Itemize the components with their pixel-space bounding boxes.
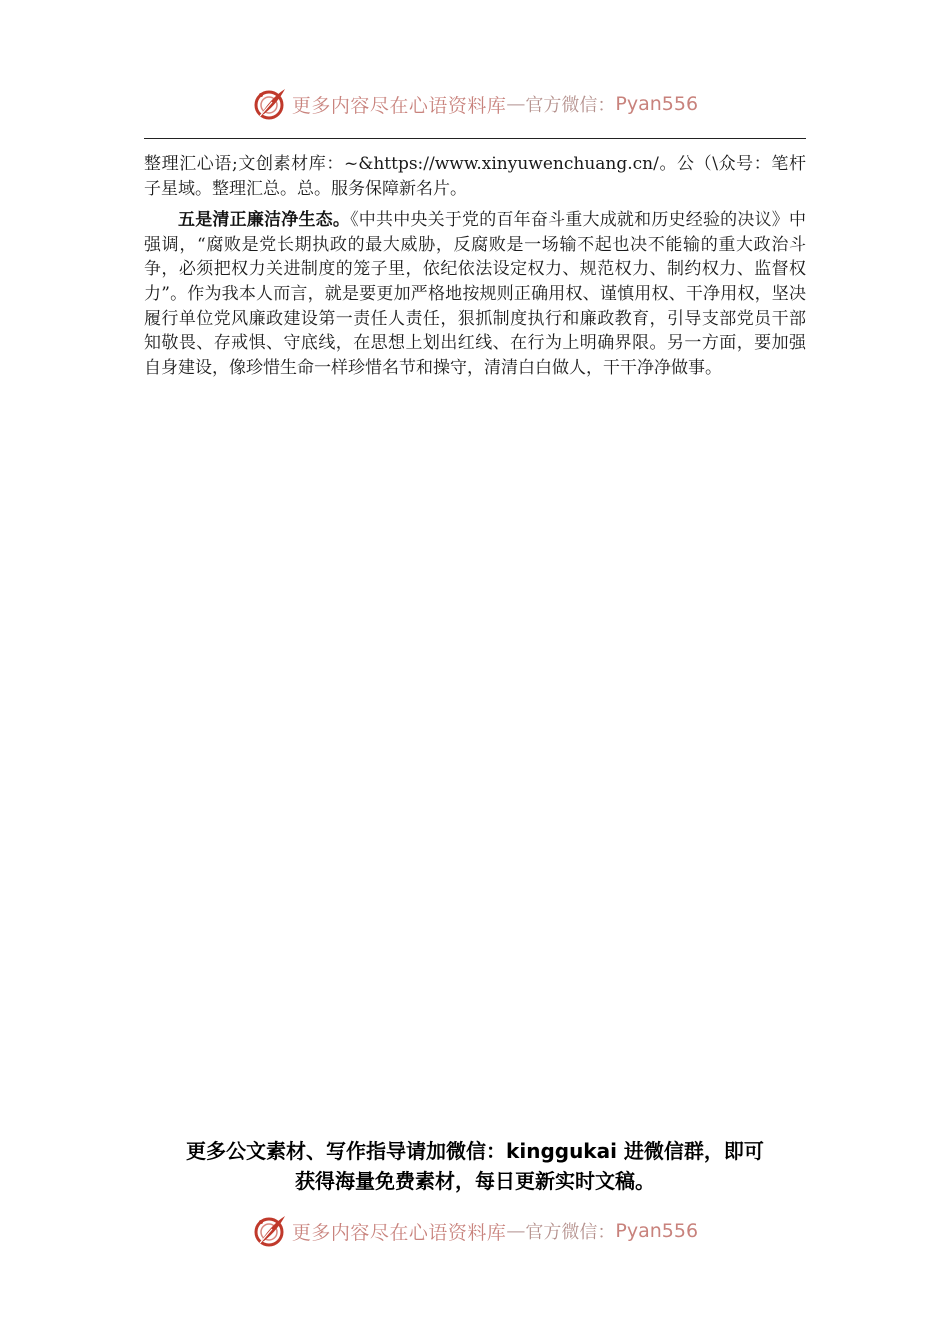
header-banner-inner [252,86,698,122]
footer-banner-inner [252,1213,698,1249]
paragraph-integrity-body: 《中共中央关于党的百年奋斗重大成就和历史经验的决议》中强调，“腐败是党长期执政的最大威胁，反腐败是一场输不起也决不能输的重大政治斗争，必须把权力关进制度的笼子里，依纪依法设定权力、规范权力、制约权力、监督权力”。作为我本人而言，就是要更加严格地按规则正确用权、谨慎用权、干净用权，坚决履行单位党风廉政建设第一责任人责任，狠抓制度执行和廉政教育，引导支部党员干部知敬畏、存戒惧、守底线，在思想上划出红线、在行为上明确界限。另一方面，要加强自身建设，像珍惜生命一样珍惜名节和操守，清清白白做人，干干净净做事。 [144,210,807,378]
document-body [144,152,806,380]
paragraph-integrity-lead: 五是清正廉洁净生态。 [178,210,351,231]
header-banner-site-text: 更多内容尽在心语资料库 [291,94,507,117]
header-banner-separator: — [506,93,526,115]
footer-promo-line-1: 更多公文素材、写作指导请加微信：kinggukai 进微信群，即可 [186,1139,764,1163]
header-divider [144,138,806,139]
footer-banner-contact-id: Pyan556 [615,1220,699,1242]
footer-promo [144,1136,806,1196]
quill-pen-logo-icon [252,86,288,122]
footer-banner-separator: — [506,1220,526,1242]
footer-banner-site-text: 更多内容尽在心语资料库 [291,1221,507,1244]
header-banner [0,82,950,126]
footer-banner [0,1209,950,1253]
quill-pen-logo-icon [252,1213,288,1249]
header-banner-contact-id: Pyan556 [615,93,699,115]
footer-banner-contact-label: 官方微信： [525,1222,616,1243]
paragraph-source-note: 整理汇心语;文创素材库：~&https://www.xinyuwenchuang.cn/。公（\众号：笔杆子星域。整理汇总。总。服务保障新名片。 [144,154,806,199]
header-banner-contact-label: 官方微信： [525,95,616,116]
footer-promo-line-2: 获得海量免费素材，每日更新实时文稿。 [295,1169,655,1193]
paragraph-integrity [144,208,806,380]
